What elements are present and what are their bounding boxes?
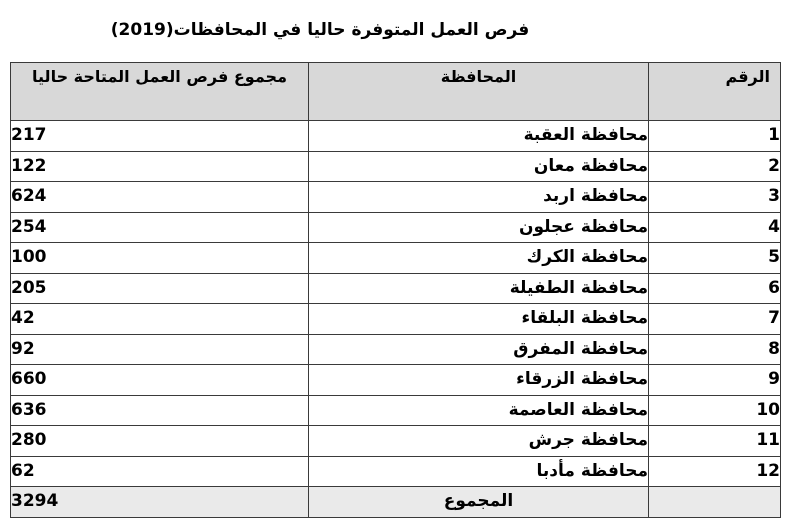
cell-number: 5 <box>649 243 781 274</box>
header-total: مجموع فرص العمل المتاحة حاليا <box>11 63 309 121</box>
table-row <box>11 151 781 182</box>
cell-governorate: محافظة العقبة <box>309 121 649 152</box>
cell-governorate: محافظة الكرك <box>309 243 649 274</box>
cell-governorate: محافظة جرش <box>309 426 649 457</box>
cell-total: 42 <box>11 304 309 335</box>
cell-governorate: محافظة العاصمة <box>309 395 649 426</box>
cell-number: 6 <box>649 273 781 304</box>
cell-governorate: محافظة المفرق <box>309 334 649 365</box>
cell-number: 8 <box>649 334 781 365</box>
cell-total: 122 <box>11 151 309 182</box>
table-row <box>11 121 781 152</box>
cell-number: 9 <box>649 365 781 396</box>
cell-number: 1 <box>649 121 781 152</box>
cell-total: 62 <box>11 456 309 487</box>
cell-governorate: محافظة البلقاء <box>309 304 649 335</box>
cell-number: 10 <box>649 395 781 426</box>
sum-row <box>11 487 781 518</box>
cell-governorate: محافظة معان <box>309 151 649 182</box>
cell-total: 92 <box>11 334 309 365</box>
cell-total: 280 <box>11 426 309 457</box>
page-title: فرص العمل المتوفرة حاليا في المحافظات(2019) <box>110 20 530 40</box>
cell-number: 7 <box>649 304 781 335</box>
cell-total: 100 <box>11 243 309 274</box>
table-row <box>11 273 781 304</box>
table-header-row <box>11 63 781 121</box>
sum-empty-cell <box>649 487 781 518</box>
cell-total: 624 <box>11 182 309 213</box>
cell-total: 254 <box>11 212 309 243</box>
table-row <box>11 365 781 396</box>
cell-number: 3 <box>649 182 781 213</box>
cell-number: 12 <box>649 456 781 487</box>
cell-number: 2 <box>649 151 781 182</box>
table-row <box>11 243 781 274</box>
table-row <box>11 334 781 365</box>
header-number: الرقم <box>649 63 781 121</box>
cell-number: 4 <box>649 212 781 243</box>
jobs-table-body <box>11 63 781 518</box>
cell-total: 660 <box>11 365 309 396</box>
cell-governorate: محافظة الزرقاء <box>309 365 649 396</box>
sum-label: المجموع <box>309 487 649 518</box>
jobs-table <box>10 62 781 518</box>
sum-total: 3294 <box>11 487 309 518</box>
table-row <box>11 456 781 487</box>
table-row <box>11 426 781 457</box>
table-row <box>11 304 781 335</box>
cell-governorate: محافظة عجلون <box>309 212 649 243</box>
cell-governorate: محافظة مأدبا <box>309 456 649 487</box>
cell-total: 205 <box>11 273 309 304</box>
cell-number: 11 <box>649 426 781 457</box>
table-row <box>11 212 781 243</box>
header-governorate: المحافظة <box>309 63 649 121</box>
table-row <box>11 395 781 426</box>
cell-governorate: محافظة الطفيلة <box>309 273 649 304</box>
cell-governorate: محافظة اربد <box>309 182 649 213</box>
cell-total: 636 <box>11 395 309 426</box>
table-row <box>11 182 781 213</box>
cell-total: 217 <box>11 121 309 152</box>
